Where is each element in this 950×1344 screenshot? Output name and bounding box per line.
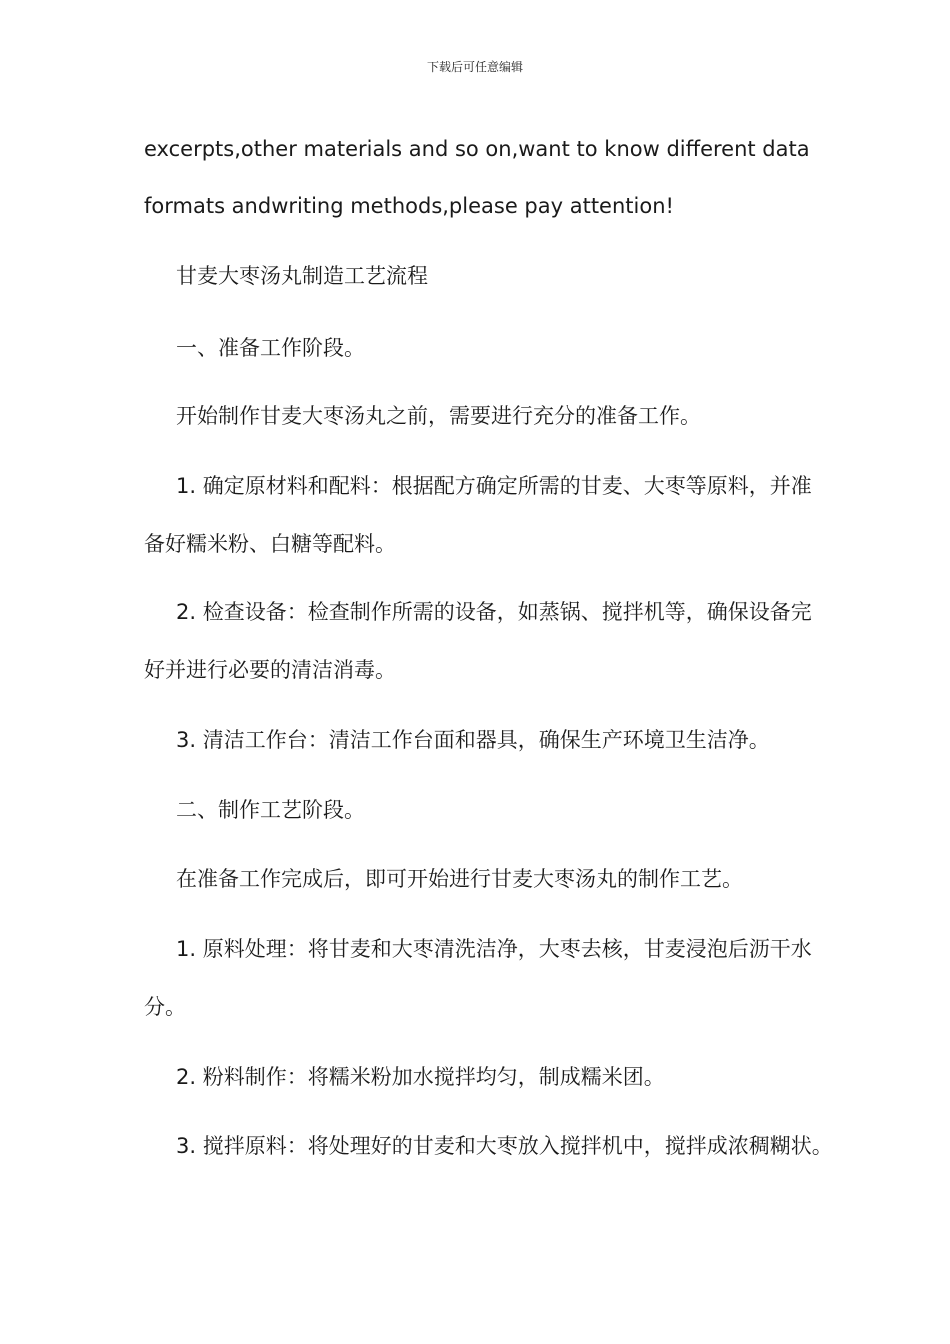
item-1-1-line-1: 1. 确定原材料和配料：根据配方确定所需的甘麦、大枣等原料，并准 [176,474,812,498]
heading-stage-2: 二、制作工艺阶段。 [176,798,365,822]
body-line-1: excerpts,other materials and so on,want to know different data [144,137,810,161]
item-2-3: 3. 搅拌原料：将处理好的甘麦和大枣放入搅拌机中，搅拌成浓稠糊状。 [176,1134,833,1158]
page-header: 下载后可任意编辑 [426,60,523,74]
item-1-2-line-1: 2. 检查设备：检查制作所需的设备，如蒸锅、搅拌机等，确保设备完 [176,600,812,624]
paragraph-intro-1: 开始制作甘麦大枣汤丸之前，需要进行充分的准备工作。 [176,404,701,428]
paragraph-intro-2: 在准备工作完成后，即可开始进行甘麦大枣汤丸的制作工艺。 [176,867,743,891]
item-1-1-line-2: 备好糯米粉、白糖等配料。 [144,532,396,556]
section-title: 甘麦大枣汤丸制造工艺流程 [176,264,428,288]
item-2-1-line-1: 1. 原料处理：将甘麦和大枣清洗洁净，大枣去核，甘麦浸泡后沥干水 [176,937,812,961]
body-line-2: formats andwriting methods,please pay attention! [144,194,674,218]
item-1-2-line-2: 好并进行必要的清洁消毒。 [144,658,396,682]
item-2-1-line-2: 分。 [144,995,186,1019]
item-1-3: 3. 清洁工作台：清洁工作台面和器具，确保生产环境卫生洁净。 [176,728,770,752]
heading-stage-1: 一、准备工作阶段。 [176,336,365,360]
item-2-2: 2. 粉料制作：将糯米粉加水搅拌均匀，制成糯米团。 [176,1065,665,1089]
